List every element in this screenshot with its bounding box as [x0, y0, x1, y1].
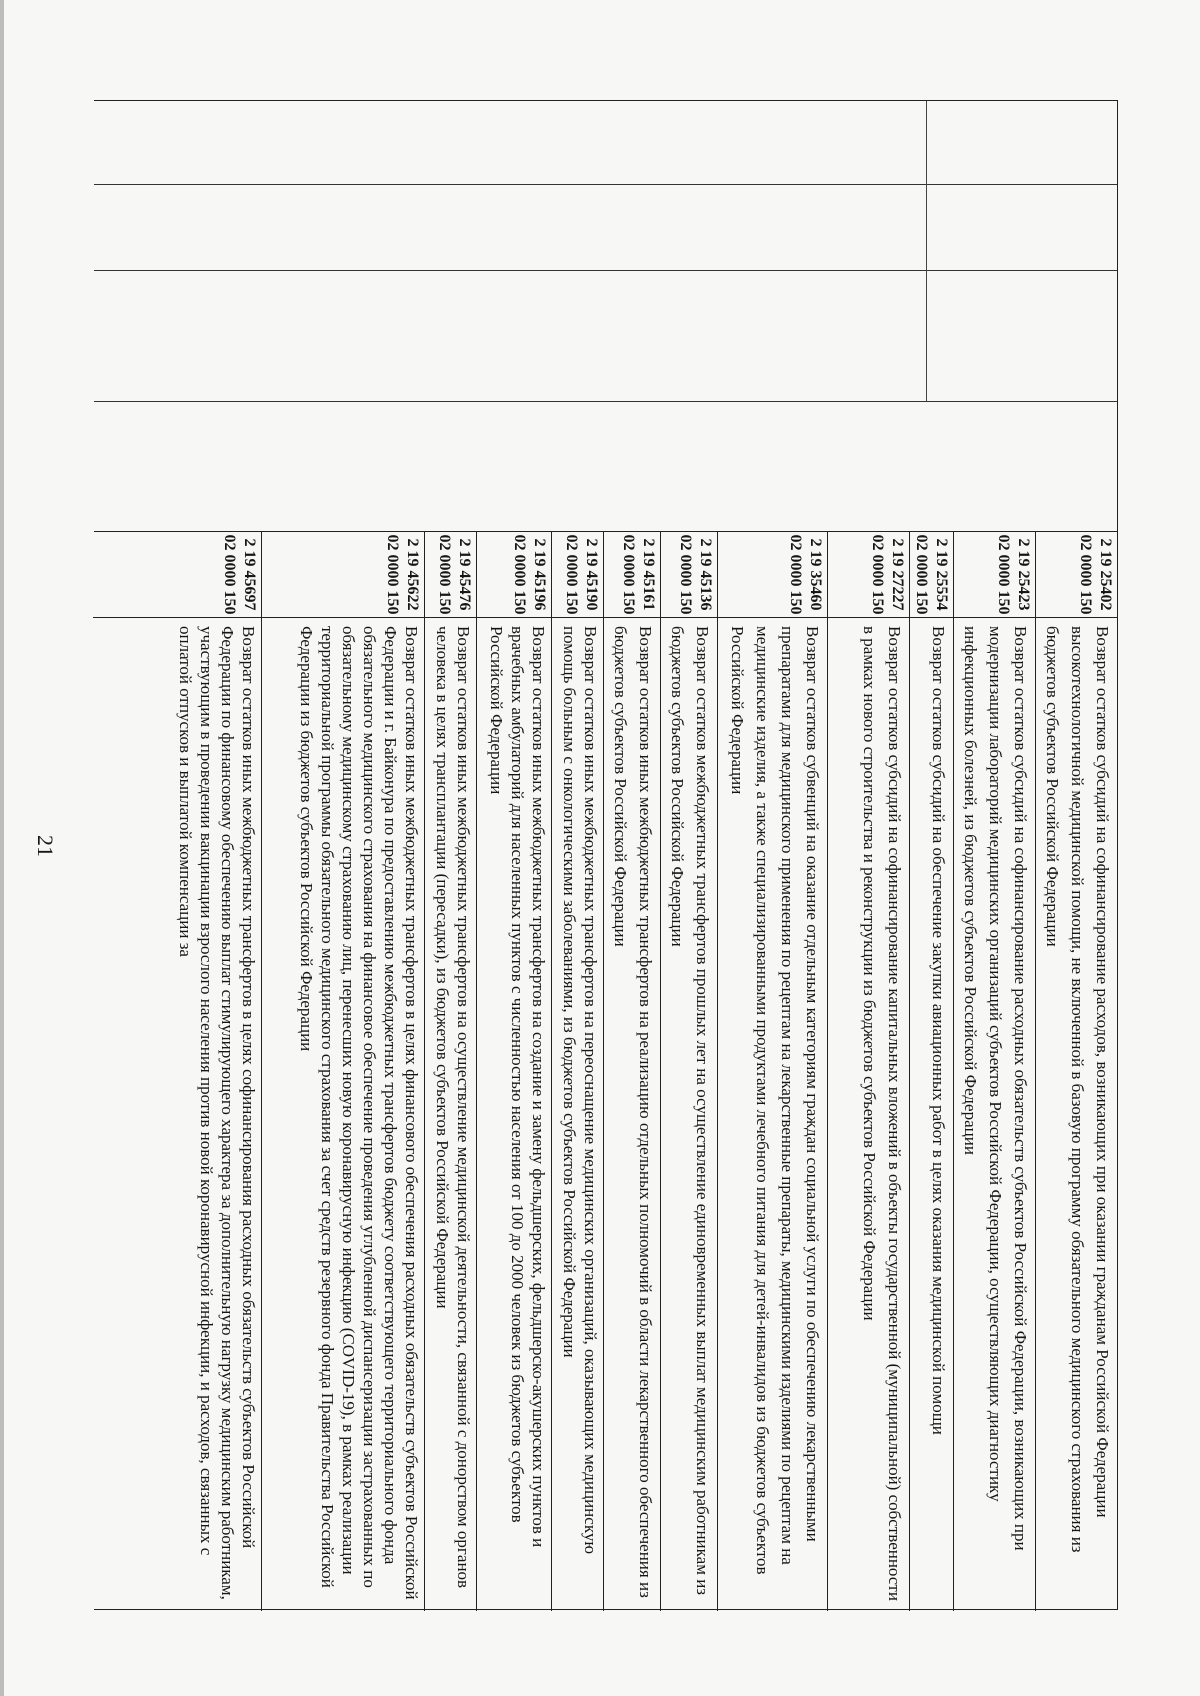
row-description: Возврат остатков субсидий на софинансирование расходных обязательств субъектов Российской Федерации, возникающих при модернизации лабораторий медицинских организаций субъектов Российской Федерации, осуществляющих диагностику инфекционных болезней, из бюджетов субъектов Российской Федерации	[961, 626, 1030, 1551]
row-description: Возврат остатков иных межбюджетных трансфертов на переоснащение медицинских организаций, оказывающих медицинскую помощь больным с онкологическими заболеваниями, из бюджетов субъектов Российской Федерации	[560, 626, 600, 1555]
budget-code: 2 19 35460 02 0000 150	[718, 532, 827, 618]
table-row	[551, 532, 603, 1611]
budget-code: 2 19 25402 02 0000 150	[1036, 532, 1117, 618]
table-row	[476, 532, 551, 1611]
row-description: Возврат остатков иных межбюджетных трансфертов на создание и замену фельдшерских, фельдшерско-акушерских пунктов и врачебных амбулаторий для населенных пунктов с численностью населения от 100 до 2000 человек из бюджетов субъектов Российской Федерации	[487, 626, 548, 1548]
table-row	[660, 532, 717, 1611]
row-description: Возврат остатков иных межбюджетных трансфертов в целях финансового обеспечения расходных обязательств субъектов Российской Федерации и г. Байконура по предоставлению межбюджетных трансфертов бюджету соответствующего территориального фонда обязательного медицинского страхования на финансовое обеспечение проведения углубленной диспансеризации застрахованных по обязательному медицинскому страхованию лиц, перенесших новую коронавирусную инфекцию (COVID-19), в рамках реализации территориальной программы обязательного медицинского страхования за счет средств резервного фонда Правительства Российской Федерации из бюджетов субъектов Российской Федерации	[297, 626, 421, 1600]
table-row	[1035, 532, 1117, 1611]
page-number: 21	[33, 835, 58, 857]
budget-code: 2 19 25554 02 0000 150	[910, 532, 953, 618]
column-divider	[94, 401, 1117, 402]
row-description: Возврат остатков субвенций на оказание отдельным категориям граждан социальной услуги по обеспечению лекарственными препаратами для медицинского применения по рецептам на лекарственные препараты, медицинскими изделиями по рецептам на медицинские изделия, а также специализированными продуктами лечебного питания для детей-инвалидов из бюджетов субъектов Российской Федерации	[728, 626, 822, 1575]
column-divider	[94, 184, 1117, 185]
table-row	[909, 532, 953, 1611]
column-divider	[94, 270, 1117, 271]
budget-code: 2 19 45697 02 0000 150	[93, 532, 261, 618]
row-divider	[926, 101, 927, 401]
budget-code: 2 19 45136 02 0000 150	[661, 532, 717, 618]
budget-code: 2 19 45622 02 0000 150	[262, 532, 424, 618]
table-row	[827, 532, 909, 1611]
table-row	[261, 532, 424, 1611]
table-row	[603, 532, 660, 1611]
row-description: Возврат остатков субсидий на софинансирование капитальных вложений в объекты государственной (муниципальной) собственности в рамках нового строительства и реконструкции из бюджетов субъектов Российской Федерации	[860, 626, 904, 1601]
row-description: Возврат остатков иных межбюджетных трансфертов на реализацию отдельных полномочий в области лекарственного обеспечения из бюджетов субъектов Российской Федерации	[611, 626, 655, 1598]
budget-code: 2 19 45190 02 0000 150	[552, 532, 603, 618]
table-row	[424, 532, 476, 1611]
row-description: Возврат остатков субсидий на софинансирование расходов, возникающих при оказании гражданам Российской Федерации высокотехнологичной медицинской помощи, не включенной в базовую программу обязательного медицинского страхования из бюджетов субъектов Российской Федерации	[1043, 626, 1112, 1553]
budget-code: 2 19 45476 02 0000 150	[425, 532, 476, 618]
budget-code: 2 19 45161 02 0000 150	[604, 532, 660, 618]
row-description: Возврат остатков межбюджетных трансфертов прошлых лет на осуществление единовременных выплат медицинским работникам из бюджетов субъектов Российской Федерации	[668, 626, 712, 1596]
empty-left-columns	[94, 101, 1117, 531]
table-row	[93, 532, 261, 1611]
row-description: Возврат остатков иных межбюджетных трансфертов в целях софинансирования расходных обязательств субъектов Российской Федерации по финансовому обеспечению выплат стимулирующего характера за дополнительную нагрузку медицинским работникам, участвующим в проведении вакцинации взрослого населения против новой коронавирусной инфекции, и расходов, связанных с оплатой отпусков и выплатой компенсации за	[176, 626, 258, 1600]
budget-code: 2 19 27227 02 0000 150	[828, 532, 909, 618]
table-body	[94, 531, 1117, 1611]
budget-codes-table	[94, 100, 1118, 1610]
table-row	[953, 532, 1035, 1611]
budget-code: 2 19 25423 02 0000 150	[954, 532, 1035, 618]
row-description: Возврат остатков иных межбюджетных трансфертов на осуществление медицинской деятельности, связанной с донорством органов человека в целях трансплантации (пересадки), из бюджетов субъектов Российской Федерации	[433, 626, 473, 1589]
budget-code: 2 19 45196 02 0000 150	[477, 532, 551, 618]
rotated-page-content	[4, 0, 1200, 1696]
row-description: Возврат остатков субсидий на обеспечение закупки авиационных работ в целях оказания медицинской помощи	[929, 626, 948, 1435]
table-row	[717, 532, 827, 1611]
